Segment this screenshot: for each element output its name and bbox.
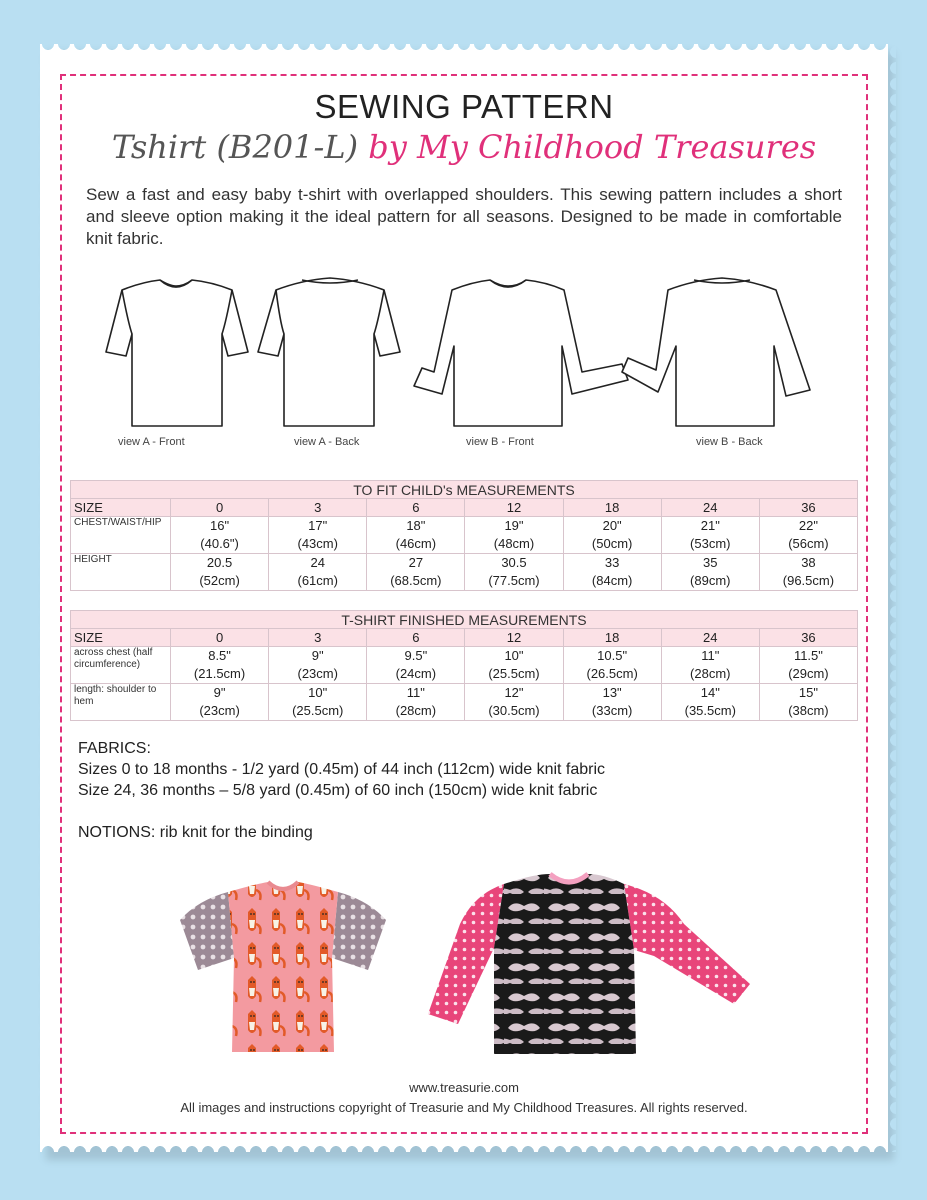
table-cell	[661, 684, 759, 721]
table-cell	[171, 554, 269, 591]
footer-url: www.treasurie.com	[409, 1080, 519, 1095]
size-label: SIZE	[71, 629, 171, 647]
size-cell: 24	[661, 629, 759, 647]
technical-drawings	[62, 272, 866, 462]
cell-inch: 9"	[213, 685, 226, 700]
table-cell	[759, 517, 857, 554]
cell-metric: (46cm)	[395, 536, 437, 551]
cell-inch: 11.5"	[793, 648, 823, 663]
cell-metric: (21.5cm)	[193, 666, 246, 681]
table-cell	[269, 647, 367, 684]
cell-metric: (26.5cm)	[586, 666, 638, 681]
cell-inch: 16"	[210, 518, 230, 533]
table-cell	[171, 684, 269, 721]
table-cell	[269, 684, 367, 721]
cell-inch: 33	[604, 555, 620, 570]
table-cell	[367, 647, 465, 684]
table-cell	[171, 647, 269, 684]
by-line: by My Childhood Treasures	[368, 128, 817, 166]
short-sleeve-tshirt-photo	[168, 872, 398, 1062]
table-cell	[367, 684, 465, 721]
cell-inch: 24	[310, 555, 325, 570]
pattern-subtitle	[62, 128, 866, 166]
table-cell	[563, 684, 661, 721]
cell-metric: (29cm)	[788, 666, 829, 681]
size-cell: 18	[563, 499, 661, 517]
long-sleeve-tshirt-photo	[424, 864, 754, 1064]
cell-inch: 35	[703, 555, 718, 570]
size-cell: 3	[269, 629, 367, 647]
cell-metric: (30.5cm)	[488, 703, 540, 718]
view-a-back-drawing	[258, 278, 400, 426]
view-label: view B - Front	[466, 436, 534, 448]
table-row	[71, 517, 858, 554]
cell-metric: (23cm)	[199, 703, 240, 718]
table-cell	[269, 517, 367, 554]
cell-inch: 12"	[504, 685, 524, 700]
row-label: length: shoulder to hem	[71, 684, 171, 721]
view-b-front-drawing	[414, 280, 628, 426]
row-label: CHEST/WAIST/HIP	[71, 517, 171, 554]
cell-metric: (40.6")	[200, 536, 239, 551]
table-cell	[465, 554, 563, 591]
view-a-front-drawing	[106, 280, 248, 426]
size-cell: 6	[367, 499, 465, 517]
cell-metric: (43cm)	[297, 536, 338, 551]
table-cell	[367, 554, 465, 591]
size-cell: 0	[171, 629, 269, 647]
stamp-edge-right	[882, 44, 896, 1152]
cell-metric: (50cm)	[591, 536, 633, 551]
fabrics-line: Sizes 0 to 18 months - 1/2 yard (0.45m) of 44 inch (112cm) wide knit fabric	[78, 761, 606, 778]
cell-metric: (96.5cm)	[782, 573, 835, 588]
cell-inch: 13"	[602, 685, 622, 700]
table-cell	[367, 517, 465, 554]
sheet-content	[62, 76, 866, 1132]
notions-text: NOTIONS: rib knit for the binding	[78, 824, 313, 841]
cell-metric: (24cm)	[395, 666, 437, 681]
tshirt-drawings-svg	[62, 272, 866, 432]
pattern-description: Sew a fast and easy baby t-shirt with overlapped shoulders. This sewing pattern includes a short and sleeve option making it the ideal pattern for all seasons. Designed to be made in comfortable knit fabric.	[86, 185, 842, 248]
cell-inch: 22"	[798, 518, 818, 533]
size-cell: 36	[759, 499, 857, 517]
size-cell: 24	[661, 499, 759, 517]
cell-inch: 11"	[701, 648, 720, 663]
cell-metric: (38cm)	[788, 703, 829, 718]
row-label: across chest (half circumference)	[71, 647, 171, 684]
cell-inch: 14"	[700, 685, 720, 700]
cell-metric: (89cm)	[690, 573, 731, 588]
size-cell: 18	[563, 629, 661, 647]
cell-inch: 27	[408, 555, 424, 570]
size-cell: 0	[171, 499, 269, 517]
cell-inch: 21"	[700, 518, 720, 533]
cell-inch: 20"	[602, 518, 622, 533]
cell-metric: (52cm)	[199, 573, 240, 588]
page-title: SEWING PATTERN	[314, 88, 614, 125]
fabrics-line: Size 24, 36 months – 5/8 yard (0.45m) of 60 inch (150cm) wide knit fabric	[78, 782, 598, 799]
size-cell: 36	[759, 629, 857, 647]
view-label: view A - Back	[294, 436, 360, 448]
table-title: TO FIT CHILD's MEASUREMENTS	[71, 481, 858, 499]
table-cell	[465, 684, 563, 721]
cell-inch: 18"	[406, 518, 426, 533]
finished-measurements-table	[70, 610, 858, 721]
cell-metric: (84cm)	[591, 573, 633, 588]
cell-metric: (33cm)	[591, 703, 633, 718]
table-cell	[661, 517, 759, 554]
fabrics-section	[78, 738, 605, 801]
table-cell	[759, 684, 857, 721]
cell-inch: 30.5	[501, 555, 527, 570]
footer-copyright: All images and instructions copyright of Treasurie and My Childhood Treasures. All rights reserved.	[180, 1100, 748, 1115]
cell-metric: (23cm)	[297, 666, 338, 681]
fabrics-heading: FABRICS:	[78, 740, 151, 757]
cell-metric: (25.5cm)	[292, 703, 344, 718]
cell-inch: 10.5"	[597, 648, 628, 663]
cell-inch: 9.5"	[404, 648, 428, 663]
cell-inch: 17"	[308, 518, 328, 533]
cell-metric: (77.5cm)	[488, 573, 540, 588]
view-b-back-drawing	[622, 278, 810, 426]
cell-metric: (68.5cm)	[390, 573, 442, 588]
cell-inch: 9"	[311, 648, 324, 663]
table-cell	[661, 554, 759, 591]
row-label: HEIGHT	[71, 554, 171, 591]
cell-metric: (48cm)	[493, 536, 535, 551]
cell-inch: 38	[801, 555, 816, 570]
cell-metric: (25.5cm)	[488, 666, 540, 681]
pattern-name: Tshirt (B201-L)	[111, 128, 359, 166]
size-row	[71, 499, 858, 517]
size-cell: 6	[367, 629, 465, 647]
table-cell	[563, 517, 661, 554]
size-cell: 12	[465, 629, 563, 647]
cell-inch: 20.5	[206, 555, 233, 570]
cell-inch: 15"	[798, 685, 818, 700]
cell-metric: (53cm)	[690, 536, 731, 551]
table-cell	[269, 554, 367, 591]
cell-inch: 11"	[406, 685, 425, 700]
cell-inch: 8.5"	[208, 648, 231, 663]
table-title-row	[71, 611, 858, 629]
table-cell	[563, 554, 661, 591]
table-row	[71, 554, 858, 591]
cell-inch: 10"	[308, 685, 328, 700]
table-title: T-SHIRT FINISHED MEASUREMENTS	[71, 611, 858, 629]
table-cell	[465, 647, 563, 684]
size-row	[71, 629, 858, 647]
table-row	[71, 684, 858, 721]
table-cell	[171, 517, 269, 554]
cell-metric: (61cm)	[297, 573, 338, 588]
table-row	[71, 647, 858, 684]
cell-metric: (28cm)	[395, 703, 437, 718]
table-cell	[465, 517, 563, 554]
view-label: view B - Back	[696, 436, 763, 448]
view-label: view A - Front	[118, 436, 185, 448]
cell-metric: (28cm)	[690, 666, 731, 681]
stamp-edge-left	[34, 44, 48, 1152]
size-cell: 12	[465, 499, 563, 517]
cell-metric: (56cm)	[788, 536, 829, 551]
fit-measurements-table	[70, 480, 858, 591]
table-cell	[759, 647, 857, 684]
size-label: SIZE	[71, 499, 171, 517]
size-cell: 3	[269, 499, 367, 517]
cell-inch: 19"	[504, 518, 524, 533]
cell-inch: 10"	[504, 648, 524, 663]
table-cell	[563, 647, 661, 684]
table-cell	[661, 647, 759, 684]
table-cell	[759, 554, 857, 591]
table-title-row	[71, 481, 858, 499]
cell-metric: (35.5cm)	[684, 703, 736, 718]
